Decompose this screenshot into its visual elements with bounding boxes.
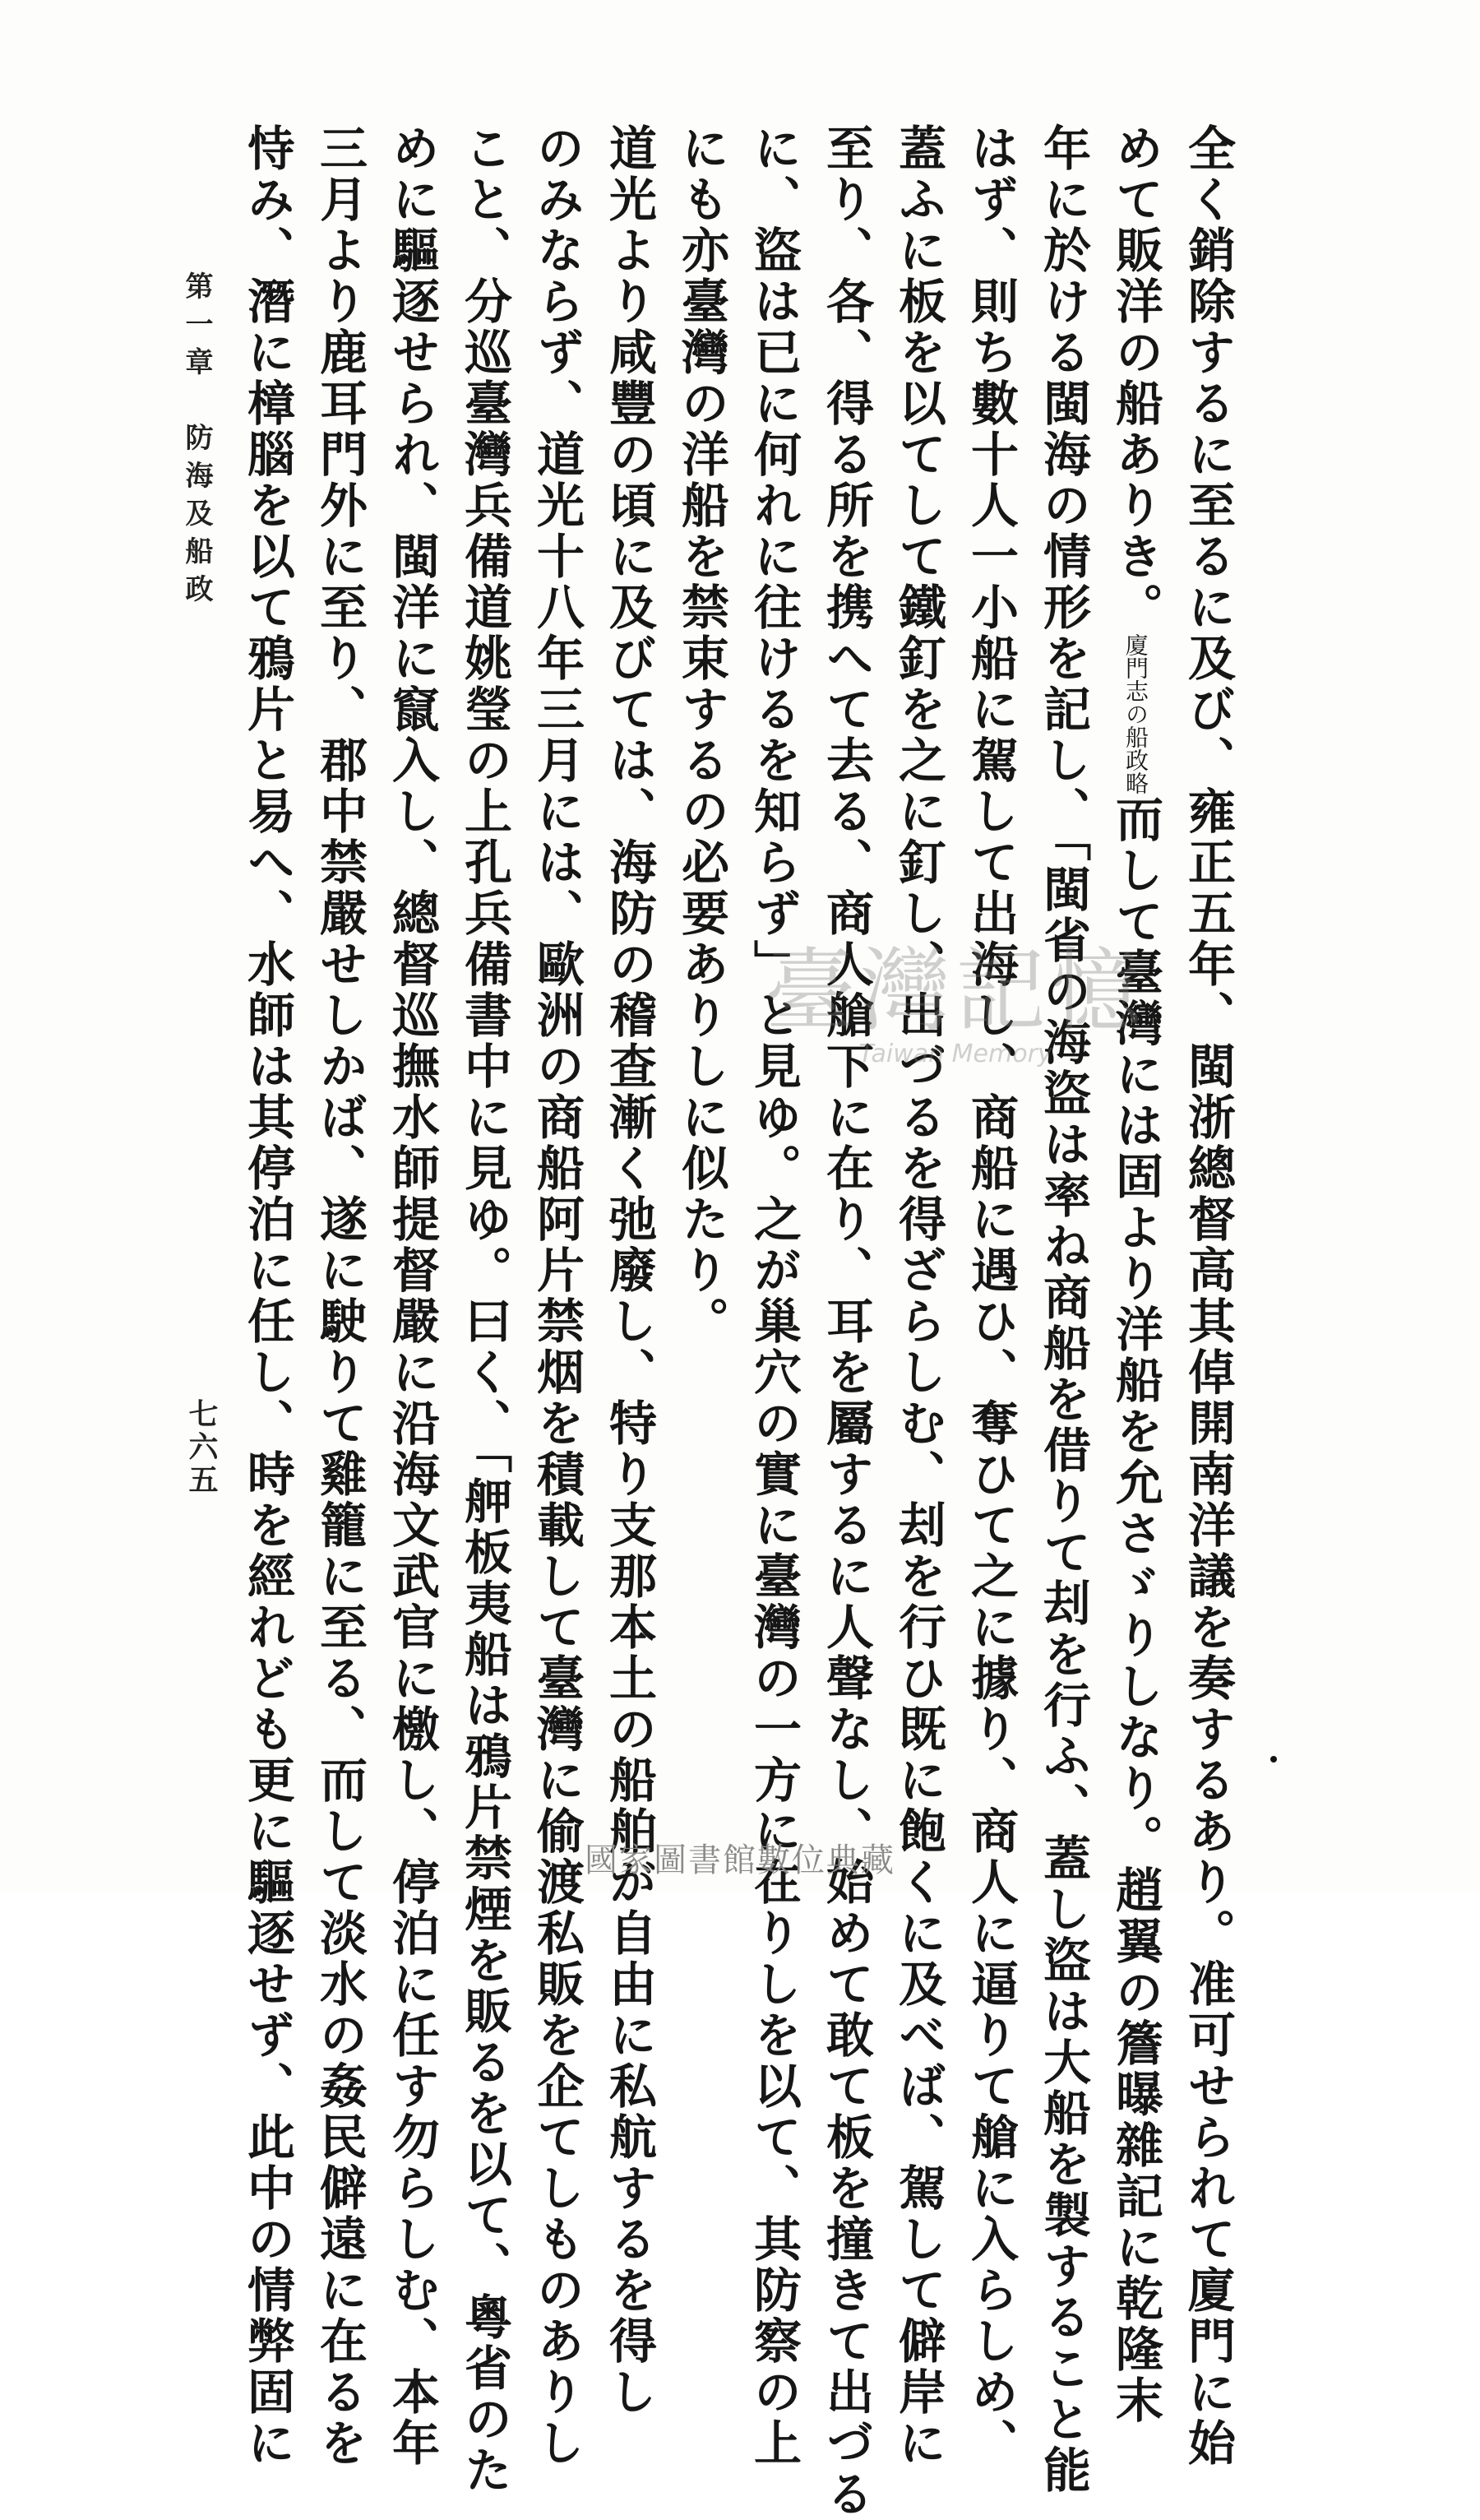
text-column-7: に、盜は已に何れに往けるを知らず」と見ゆ。之が巢穴の實に臺灣の一方に在りしを以て、其防察の上 (746, 123, 802, 2469)
watermark-subtitle: Taiwan Memory (858, 1040, 1052, 1068)
text-column-1: 全く銷除するに至るに及び、雍正五年、閩浙總督高其倬開南洋議を奏するあり。准可せられて廈門に始 (1180, 123, 1236, 2469)
page-number: 七六五 (184, 1398, 219, 1497)
text-column-2 (1108, 123, 1163, 2426)
text-column-12: めに驅逐せられ、閩洋に竄入し、總督巡撫水師提督嚴に沿海文武官に檄し、停泊に任す勿らしむ、本年 (384, 123, 440, 2469)
text-column-8: にも亦臺灣の洋船を禁束するの必要ありしに似たり。 (673, 123, 729, 1347)
text-column-9: 道光より咸豐の頃に及びては、海防の稽查漸く弛廢し、特り支那本土の船舶が自由に私航するを得し (601, 123, 657, 2418)
watermark-title: 臺灣記憶 (765, 938, 1146, 1044)
text-column-2-start: めて販洋の船ありき。 (1108, 123, 1163, 633)
running-header: 第一章 防海及船政 (180, 271, 213, 612)
text-column-10: のみならず、道光十八年三月には、歐洲の商船阿片禁烟を積載して臺灣に偷渡私販を企てしものありし (529, 123, 585, 2469)
text-column-14: 恃み、潛に樟腦を以て鴉片と易へ、水師は其停泊に任し、時を經れども更に驅逐せず、此中の情弊固に (239, 123, 295, 2469)
text-column-4: はず、則ち數十人一小船に駕して出海し、商船に遇ひ、奪ひて之に據り、商人に逼りて艙に入らしめ、 (963, 123, 1019, 2469)
text-column-13: 三月より鹿耳門外に至り、郡中禁嚴せしかば、遂に駛りて雞籠に至る、而して淡水の姦民僻遠に在るを (312, 123, 368, 2469)
citation-note (1124, 633, 1147, 794)
text-column-5: 蓋ふに板を以てして鐵釘を之に釘し、出づるを得ざらしむ、刦を行ひ既に飽くに及べば、駕して僻岸に (890, 123, 946, 2469)
text-column-11: こと、分巡臺灣兵備道姚瑩の上孔兵備書中に見ゆ。曰く、「舺板夷船は鴉片禁煙を販るを以て、粵省のた (456, 123, 512, 2496)
ink-dot (1270, 1756, 1277, 1763)
text-column-3: 年に於ける閩海の情形を記し、「閩省の海盜は率ね商船を借りて刦を行ふ、蓋し盜は大船を製すること能 (1035, 123, 1091, 2496)
text-column-6: 至り、各、得る所を携へて去る、商人艙下に在り、耳を屬するに人聲なし、始めて敢て板を撞きて出づる (818, 123, 874, 2520)
citation-note-line-2: 船政略 (1122, 725, 1149, 794)
citation-note-line-1: 廈門志の (1122, 633, 1149, 725)
library-footer: 國家圖書館數位典藏 (585, 1841, 895, 1879)
text-column-2-rest: 而して臺灣には固より洋船を允さゞりしなり。趙翼の簷曝雜記に乾隆末 (1108, 794, 1163, 2426)
